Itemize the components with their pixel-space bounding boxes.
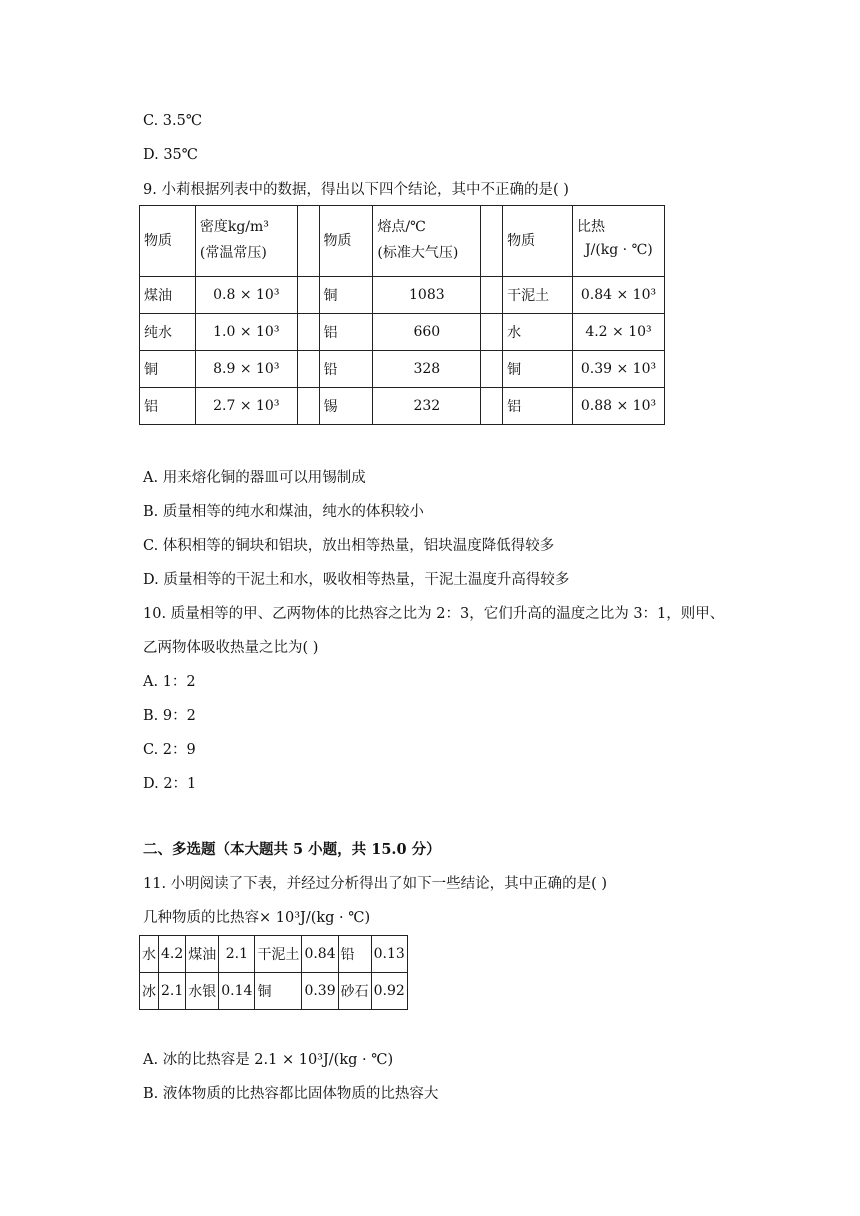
cell: 0.84 × 10³ — [572, 277, 664, 314]
q9-option-a: A. 用来熔化铜的器皿可以用锡制成 — [143, 470, 366, 486]
q9-option-c: C. 体积相等的铜块和铝块，放出相等热量，铝块温度降低得较多 — [143, 538, 555, 554]
table-row — [140, 351, 665, 388]
cell: 2.1 — [159, 973, 186, 1010]
q10-option-b: B. 9：2 — [143, 708, 196, 724]
question-9-table — [139, 205, 665, 425]
heat-header-value: 比热 J/(kg · ℃) — [572, 206, 664, 277]
cell: 0.92 — [371, 973, 407, 1010]
cell: 水 — [503, 314, 573, 351]
option-d-prev: D. 35℃ — [143, 147, 198, 163]
table-row — [140, 936, 408, 973]
table-row — [140, 314, 665, 351]
question-11-stem: 11. 小明阅读了下表，并经过分析得出了如下一些结论，其中正确的是( ) — [143, 876, 608, 892]
question-9-stem: 9. 小莉根据列表中的数据，得出以下四个结论，其中不正确的是( ) — [143, 182, 569, 198]
cell: 4.2 × 10³ — [572, 314, 664, 351]
cell: 8.9 × 10³ — [195, 351, 297, 388]
question-11-table — [139, 935, 408, 1010]
cell: 0.88 × 10³ — [572, 388, 664, 425]
cell: 0.39 — [302, 973, 338, 1010]
question-10-stem-line2: 乙两物体吸收热量之比为( ) — [143, 640, 319, 656]
q11-option-a: A. 冰的比热容是 2.1 × 10³J/(kg · ℃) — [143, 1052, 394, 1068]
cell: 4.2 — [159, 936, 186, 973]
cell: 2.1 — [219, 936, 255, 973]
cell: 0.84 — [302, 936, 338, 973]
cell: 0.8 × 10³ — [195, 277, 297, 314]
cell: 冰 — [140, 973, 159, 1010]
cell: 铅 — [338, 936, 371, 973]
question-10-stem-line1: 10. 质量相等的甲、乙两物体的比热容之比为 2：3，它们升高的温度之比为 3：1，则甲、 — [143, 606, 725, 622]
table-row — [140, 277, 665, 314]
cell: 2.7 × 10³ — [195, 388, 297, 425]
cell: 砂石 — [338, 973, 371, 1010]
cell: 铜 — [319, 277, 373, 314]
melting-header-name: 物质 — [319, 206, 373, 277]
cell: 铅 — [319, 351, 373, 388]
cell: 水银 — [186, 973, 219, 1010]
q9-option-d: D. 质量相等的干泥土和水，吸收相等热量，干泥土温度升高得较多 — [143, 572, 570, 588]
q11-option-b: B. 液体物质的比热容都比固体物质的比热容大 — [143, 1086, 439, 1102]
q9-option-b: B. 质量相等的纯水和煤油，纯水的体积较小 — [143, 504, 424, 520]
cell: 纯水 — [140, 314, 196, 351]
cell: 铝 — [319, 314, 373, 351]
cell: 干泥土 — [255, 936, 302, 973]
cell: 锡 — [319, 388, 373, 425]
density-header-value: 密度kg/m³ (常温常压) — [195, 206, 297, 277]
cell: 1083 — [373, 277, 481, 314]
cell: 铜 — [255, 973, 302, 1010]
cell: 0.13 — [371, 936, 407, 973]
section-title: 二、多选题（本大题共 5 小题，共 15.0 分） — [143, 841, 441, 858]
cell: 660 — [373, 314, 481, 351]
melting-header-value: 熔点/℃ (标准大气压) — [373, 206, 481, 277]
cell: 煤油 — [140, 277, 196, 314]
q10-option-c: C. 2：9 — [143, 742, 196, 758]
question-11-caption: 几种物质的比热容× 10³J/(kg · ℃) — [143, 910, 371, 926]
cell: 232 — [373, 388, 481, 425]
q10-option-d: D. 2：1 — [143, 776, 197, 792]
cell: 干泥土 — [503, 277, 573, 314]
cell: 铜 — [140, 351, 196, 388]
heat-header-name: 物质 — [503, 206, 573, 277]
option-c-prev: C. 3.5℃ — [143, 113, 203, 129]
cell: 0.14 — [219, 973, 255, 1010]
cell: 水 — [140, 936, 159, 973]
cell: 铝 — [140, 388, 196, 425]
cell: 1.0 × 10³ — [195, 314, 297, 351]
q10-option-a: A. 1：2 — [143, 674, 196, 690]
density-header-name: 物质 — [140, 206, 196, 277]
table-row — [140, 388, 665, 425]
table-row — [140, 973, 408, 1010]
cell: 328 — [373, 351, 481, 388]
cell: 铝 — [503, 388, 573, 425]
cell: 铜 — [503, 351, 573, 388]
cell: 0.39 × 10³ — [572, 351, 664, 388]
cell: 煤油 — [186, 936, 219, 973]
